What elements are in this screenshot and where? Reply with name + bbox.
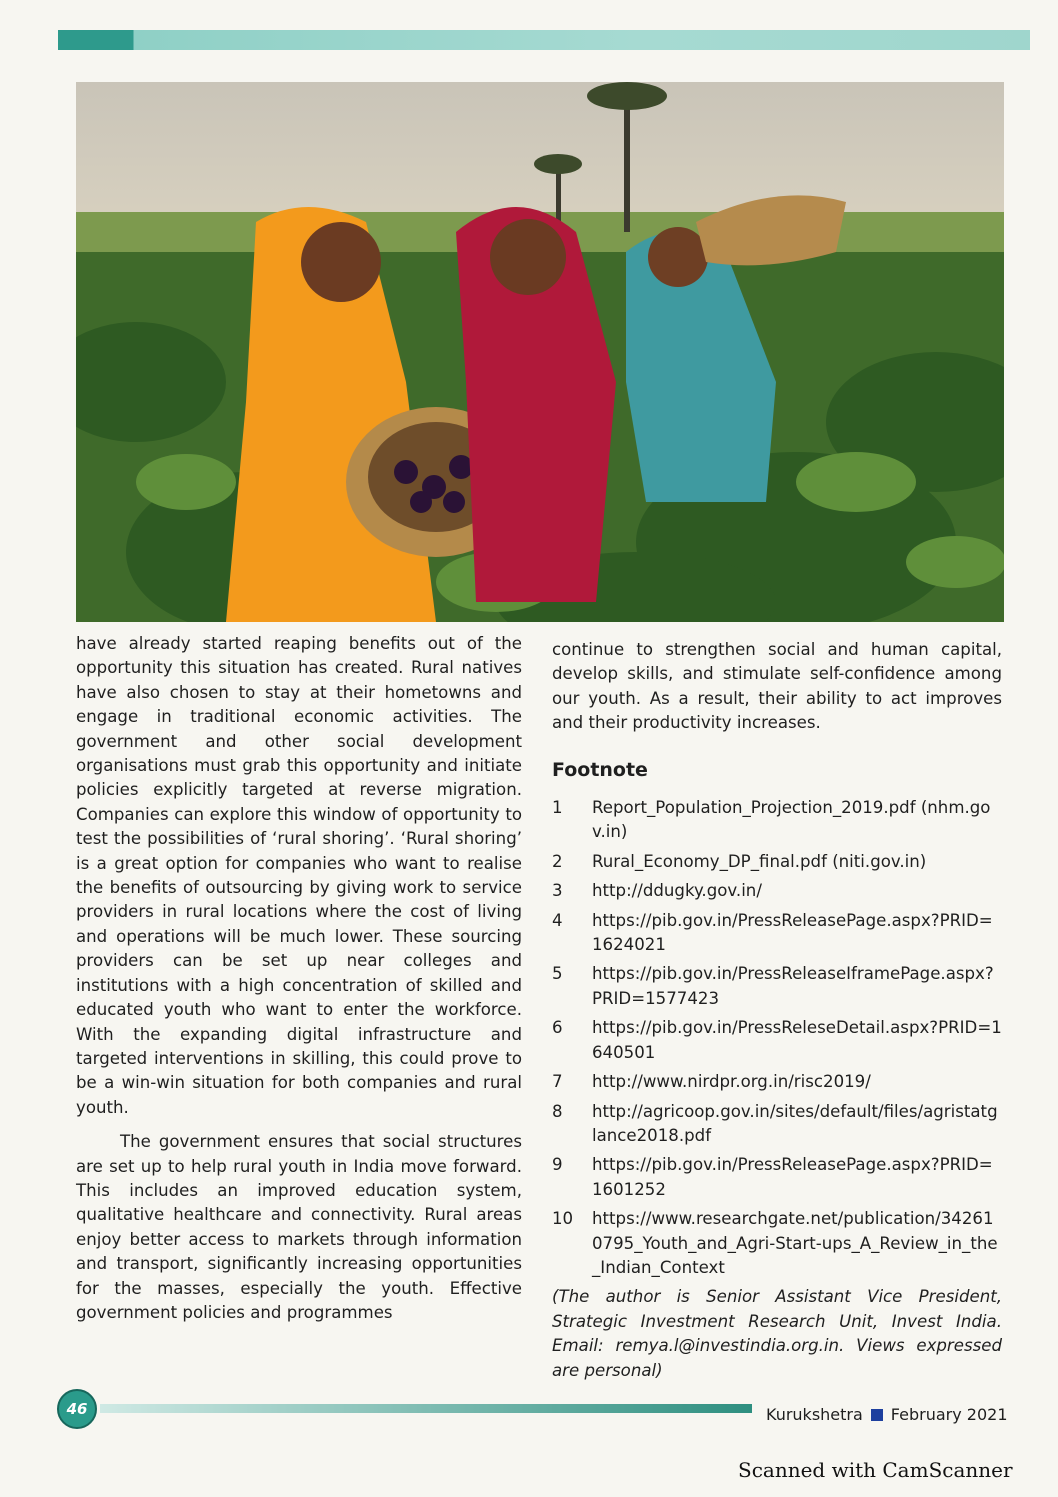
footnote-text: http://agricoop.gov.in/sites/default/files/agristatglance2018.pdf — [592, 1101, 998, 1145]
footnote-text: http://www.nirdpr.org.in/risc2019/ — [592, 1072, 871, 1092]
footnote-text: https://pib.gov.in/PressReleseDetail.aspx?PRID=1640501 — [592, 1018, 1002, 1062]
footnote-number: 4 — [552, 910, 563, 930]
photo-women-in-eggplant-field — [76, 82, 1004, 622]
left-paragraph-2: The government ensures that social structures are set up to help rural youth in India move forward. This includes an improved education system, qualitative healthcare and connectivity. Rural areas enjoy better access to markets through information and transport, significantly increasing opportunities for the masses, especially the youth. Effective government policies and programmes — [76, 1132, 522, 1322]
square-separator-icon — [871, 1409, 883, 1421]
page-number: 46 — [66, 1400, 88, 1418]
left-column — [76, 632, 522, 1325]
footnote-item — [552, 796, 1002, 845]
footnote-text: Rural_Economy_DP_final.pdf (niti.gov.in) — [592, 851, 927, 871]
magazine-issue: February 2021 — [890, 1405, 1008, 1424]
footnote-item — [552, 1070, 1002, 1094]
right-paragraph-1: continue to strengthen social and human capital, develop skills, and stimulate self-confidence among our youth. As a result, their ability to act improves and their productivity increases. — [552, 640, 1002, 733]
footnote-text: https://www.researchgate.net/publication/342610795_Youth_and_Agri-Start-ups_A_Review_in_the_Indian_Context — [592, 1209, 998, 1277]
footnote-item — [552, 1207, 1002, 1280]
footnote-number: 1 — [552, 798, 563, 818]
footnote-number: 2 — [552, 851, 563, 871]
left-paragraph-1: have already started reaping benefits out of the opportunity this situation has created. Rural natives have also chosen to stay at their hometowns and engage in traditional economic activities. The government and other social development organisations must grab this opportunity and initiate policies explicitly targeted at reverse migration. Companies can explore this window of opportunity to test the possibilities of ‘rural shoring’. ‘Rural shoring’ is a great option for companies who want to realise the benefits of outsourcing by giving work to service providers in rural locations where the cost of living and operations will be much lower. These sourcing providers can be set up near colleges and institutions with a high concentration of skilled and educated youth who want to enter the workforce. With the expanding digital infrastructure and targeted interventions in skilling, this could prove to be a win-win situation for both companies and rural youth. — [76, 634, 522, 1117]
footnote-number: 6 — [552, 1018, 563, 1038]
scanner-watermark: Scanned with CamScanner — [738, 1458, 1013, 1482]
footnote-item — [552, 850, 1002, 874]
footnote-item — [552, 962, 1002, 1011]
footnote-number: 8 — [552, 1101, 563, 1121]
footnote-text: http://ddugky.gov.in/ — [592, 881, 762, 901]
page-number-badge — [57, 1389, 97, 1429]
footnote-number: 7 — [552, 1072, 563, 1092]
footnote-item — [552, 1016, 1002, 1065]
right-column — [552, 638, 1002, 1383]
footnote-item — [552, 1100, 1002, 1149]
footnote-item — [552, 879, 1002, 903]
footnote-text: Report_Population_Projection_2019.pdf (nhm.gov.in) — [592, 798, 991, 842]
footnote-item — [552, 1153, 1002, 1202]
magazine-name: Kurukshetra — [766, 1405, 863, 1424]
footnote-text: https://pib.gov.in/PressReleaseIframePage.aspx?PRID=1577423 — [592, 964, 994, 1008]
footnote-number: 3 — [552, 881, 563, 901]
footnote-text: https://pib.gov.in/PressReleasePage.aspx?PRID=1624021 — [592, 910, 993, 955]
footnote-number: 10 — [552, 1209, 574, 1229]
footer-magazine — [766, 1405, 1008, 1424]
footnote-heading: Footnote — [552, 758, 648, 781]
footnote-item — [552, 909, 1002, 958]
footnote-number: 5 — [552, 964, 563, 984]
top-decorative-band — [58, 30, 1030, 50]
footnote-text: https://pib.gov.in/PressReleasePage.aspx?PRID=1601252 — [592, 1155, 993, 1199]
footnote-number: 9 — [552, 1155, 563, 1175]
author-note: (The author is Senior Assistant Vice President, Strategic Investment Research Unit, Invest India. Email: remya.l@investindia.org.in. Views expressed are personal) — [552, 1287, 1002, 1380]
footer-bar — [100, 1404, 752, 1413]
footnote-list — [552, 796, 1002, 1280]
